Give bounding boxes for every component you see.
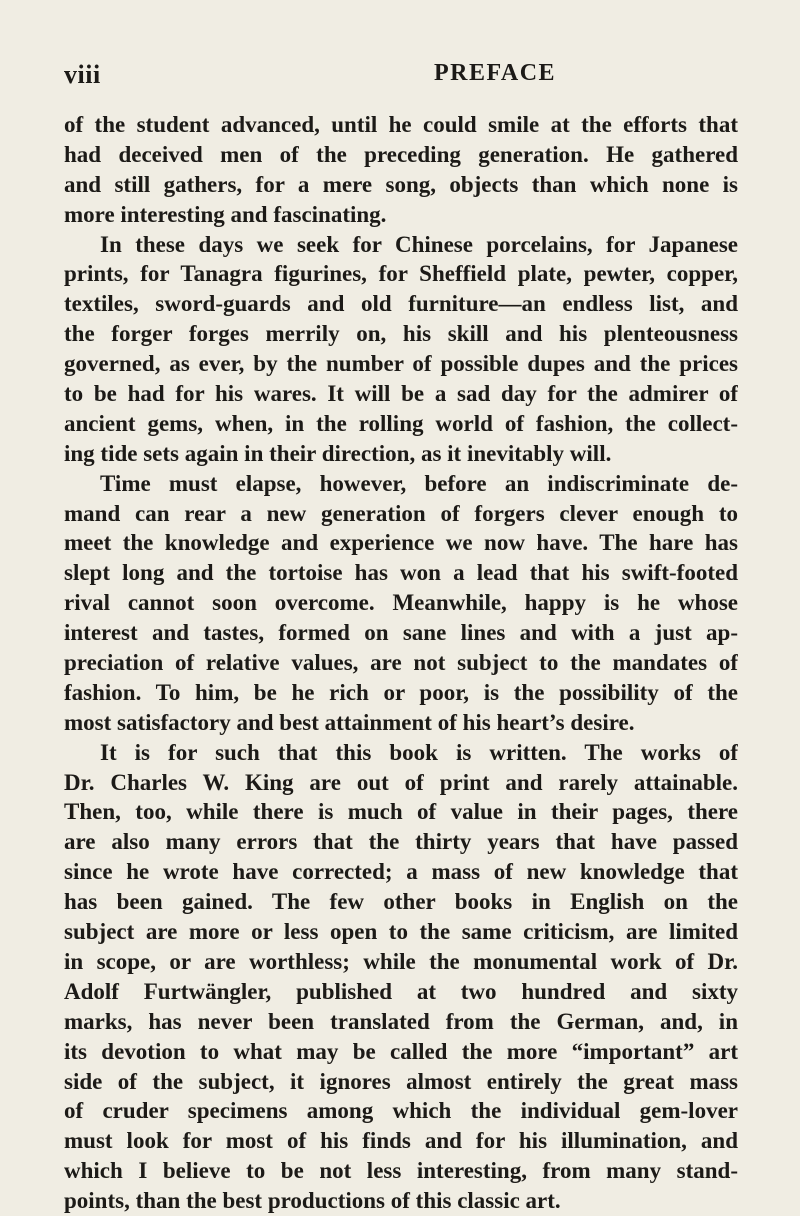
- text-line: prints, for Tanagra figurines, for Sheffield plate, pewter, copper,: [64, 261, 738, 287]
- text-line: marks, has never been translated from the German, and, in: [64, 1008, 738, 1034]
- text-line: side of the subject, it ignores almost entirely the great mass: [64, 1068, 738, 1094]
- text-line: has been gained. The few other books in English on the: [64, 889, 738, 915]
- running-head: PREFACE: [434, 60, 557, 86]
- text-line: ancient gems, when, in the rolling world of fashion, the collect-: [64, 410, 738, 436]
- text-line: interest and tastes, formed on sane lines and with a just ap-: [64, 620, 738, 646]
- text-line: governed, as ever, by the number of possible dupes and the prices: [64, 351, 738, 377]
- text-line: are also many errors that the thirty years that have passed: [64, 829, 738, 855]
- text-line: textiles, sword-guards and old furniture—an endless list, and: [64, 291, 738, 317]
- text-line: Then, too, while there is much of value in their pages, there: [64, 799, 738, 825]
- page-number: viii: [64, 60, 101, 89]
- text-line: Dr. Charles W. King are out of print and rarely attainable.: [64, 769, 738, 795]
- text-line: which I believe to be not less interesting, from many stand-: [64, 1158, 738, 1184]
- text-line: Adolf Furtwängler, published at two hundred and sixty: [64, 978, 738, 1004]
- text-line: rival cannot soon overcome. Meanwhile, happy is he whose: [64, 590, 738, 616]
- text-line: In these days we seek for Chinese porcelains, for Japanese: [100, 231, 738, 257]
- text-line: its devotion to what may be called the more “important” art: [64, 1038, 738, 1064]
- body-text: [64, 110, 738, 1216]
- text-line: and still gathers, for a mere song, objects than which none is: [64, 171, 738, 197]
- text-line: subject are more or less open to the same criticism, are limited: [64, 919, 738, 945]
- text-line: Time must elapse, however, before an indiscriminate de-: [100, 470, 738, 496]
- text-line: since he wrote have corrected; a mass of new knowledge that: [64, 859, 738, 885]
- text-line: more interesting and fascinating.: [64, 201, 387, 227]
- text-line: must look for most of his finds and for his illumination, and: [64, 1128, 738, 1154]
- text-line: ing tide sets again in their direction, as it inevitably will.: [64, 440, 612, 466]
- text-line: in scope, or are worthless; while the monumental work of Dr.: [64, 948, 738, 974]
- text-line: of the student advanced, until he could smile at the efforts that: [64, 112, 738, 137]
- text-line: fashion. To him, be he rich or poor, is the possibility of the: [64, 679, 738, 705]
- text-line: meet the knowledge and experience we now have. The hare has: [64, 530, 738, 556]
- text-line: It is for such that this book is written. The works of: [100, 739, 738, 765]
- text-line: most satisfactory and best attainment of his heart’s desire.: [64, 709, 635, 735]
- text-line: preciation of relative values, are not subject to the mandates of: [64, 650, 738, 676]
- text-line: points, than the best productions of this classic art.: [64, 1188, 561, 1214]
- text-line: to be had for his wares. It will be a sad day for the admirer of: [64, 381, 738, 407]
- text-line: slept long and the tortoise has won a lead that his swift-footed: [64, 560, 738, 586]
- text-line: had deceived men of the preceding generation. He gathered: [64, 141, 738, 167]
- text-line: the forger forges merrily on, his skill and his plenteousness: [64, 321, 738, 347]
- text-line: mand can rear a new generation of forgers clever enough to: [64, 500, 738, 526]
- page-header: [64, 60, 736, 90]
- text-line: of cruder specimens among which the individual gem-lover: [64, 1098, 738, 1124]
